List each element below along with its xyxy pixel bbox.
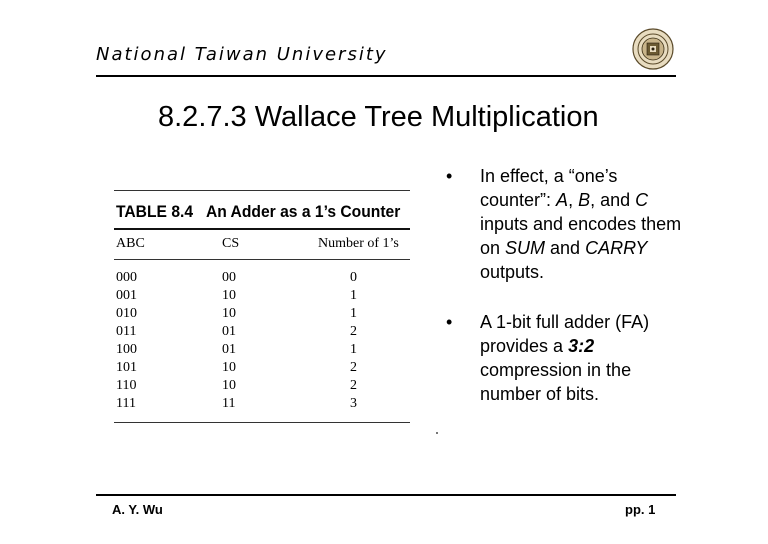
cell-cs: 01	[222, 324, 236, 339]
cell-number: 2	[350, 324, 357, 339]
sum-output-label: SUM	[505, 238, 546, 258]
cell-number: 1	[350, 288, 357, 303]
stray-mark	[436, 432, 438, 434]
bullet-marker: •	[446, 312, 453, 332]
cell-cs: 10	[222, 378, 236, 393]
cell-number: 2	[350, 360, 357, 375]
bullet-list	[444, 164, 684, 432]
table-row	[114, 396, 410, 414]
cell-number: 0	[350, 270, 357, 285]
footer-author: A. Y. Wu	[112, 502, 163, 517]
cell-number: 1	[350, 306, 357, 321]
input-b-label: B	[578, 190, 591, 210]
table-caption	[116, 202, 400, 222]
column-header-abc: ABC	[116, 236, 145, 251]
table-row	[114, 378, 410, 396]
bullet-text: outputs.	[480, 262, 545, 282]
cell-abc: 100	[116, 342, 137, 357]
table-number: TABLE 8.4	[116, 202, 194, 221]
bullet-text: , and	[590, 190, 636, 210]
cell-abc: 101	[116, 360, 137, 375]
bullet-text: ,	[568, 190, 579, 210]
table-row	[114, 306, 410, 324]
cell-abc: 000	[116, 270, 137, 285]
carry-output-label: CARRY	[585, 238, 648, 258]
cell-cs: 10	[222, 360, 236, 375]
table-top-rule	[114, 190, 410, 191]
bullet-text: A 1-bit full adder (FA) provides a	[480, 312, 650, 356]
column-header-cs: CS	[222, 236, 240, 251]
cell-cs: 10	[222, 288, 236, 303]
input-a-label: A	[556, 190, 569, 210]
cell-cs: 00	[222, 270, 236, 285]
table-row	[114, 270, 410, 288]
institution-name: National Taiwan University	[96, 44, 388, 65]
table-body	[114, 270, 410, 414]
bullet-full-adder	[444, 310, 684, 406]
bullet-text: compression in the number of bits.	[480, 360, 632, 404]
bullet-text: and	[545, 238, 586, 258]
cell-abc: 011	[116, 324, 137, 339]
header-rule	[96, 75, 676, 77]
footer-page-number: pp. 1	[625, 502, 656, 517]
cell-abc: 001	[116, 288, 137, 303]
table-column-rule	[114, 259, 410, 260]
slide-title: 8.2.7.3 Wallace Tree Multiplication	[158, 101, 599, 133]
university-seal-icon	[632, 28, 674, 70]
table-row	[114, 288, 410, 306]
cell-number: 2	[350, 378, 357, 393]
table-bottom-rule	[114, 422, 410, 423]
bullet-marker: •	[446, 166, 453, 186]
cell-number: 3	[350, 396, 357, 411]
cell-cs: 11	[222, 396, 236, 411]
bullet-ones-counter	[444, 164, 684, 284]
cell-abc: 111	[116, 396, 136, 411]
bullet-text: inputs and encodes them on	[480, 214, 682, 258]
cell-number: 1	[350, 342, 357, 357]
table-header-rule	[114, 228, 410, 230]
footer-rule	[96, 494, 676, 496]
table-row	[114, 342, 410, 360]
table-row	[114, 360, 410, 378]
cell-cs: 01	[222, 342, 236, 357]
table-row	[114, 324, 410, 342]
bullet-text: In effect, a “one’s counter”:	[480, 166, 618, 210]
input-c-label: C	[635, 190, 649, 210]
cell-abc: 110	[116, 378, 137, 393]
compression-ratio: 3:2	[568, 336, 595, 356]
column-header-number-of-ones: Number of 1’s	[318, 236, 399, 251]
cell-abc: 010	[116, 306, 137, 321]
table-caption-text: An Adder as a 1’s Counter	[205, 202, 401, 221]
cell-cs: 10	[222, 306, 236, 321]
